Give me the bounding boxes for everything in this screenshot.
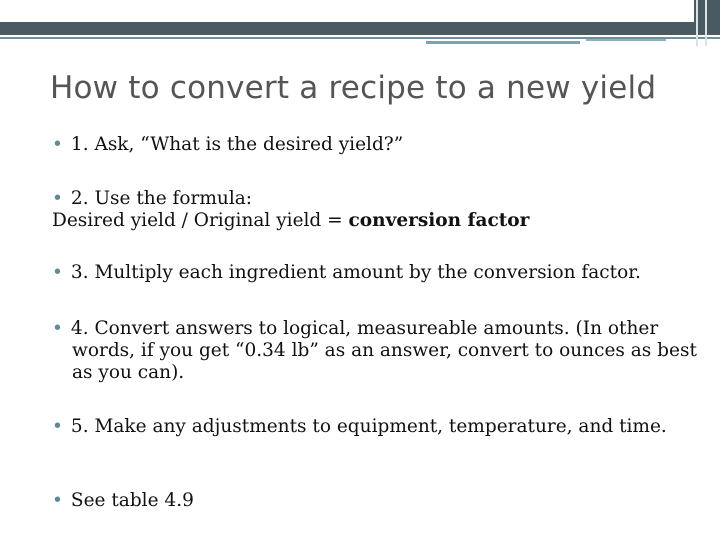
bullet-text: 5. Make any adjustments to equipment, temperature, and time.	[70, 416, 667, 437]
bullet-text: 3. Multiply each ingredient amount by the conversion factor.	[70, 262, 641, 283]
formula-text: Desired yield / Original yield =	[52, 210, 349, 231]
bullet-item-4	[52, 318, 712, 384]
header-band-divider-2	[705, 0, 707, 46]
bullet-marker: •	[52, 318, 63, 339]
bullet-text: 2. Use the formula:	[70, 188, 253, 209]
bullet-item-3	[52, 262, 641, 284]
slide-title: How to convert a recipe to a new yield	[50, 70, 657, 106]
formula-line	[52, 210, 529, 232]
bullet-marker: •	[52, 490, 63, 511]
bullet-marker: •	[52, 188, 63, 209]
bullet-item-1	[52, 134, 403, 156]
bullet-text: 1. Ask, “What is the desired yield?”	[70, 134, 404, 155]
bullet-item-2	[52, 188, 529, 232]
header-band-accent	[426, 41, 580, 44]
bullet-marker: •	[52, 134, 63, 155]
header-band-accent-2	[586, 39, 666, 41]
bullet-marker: •	[52, 262, 63, 283]
bullet-item-5	[52, 416, 712, 438]
header-band-divider	[696, 0, 698, 46]
bullet-marker: •	[52, 416, 63, 437]
header-band-bar	[0, 22, 720, 35]
bullet-text: See table 4.9	[70, 490, 194, 511]
formula-result: conversion factor	[348, 210, 530, 231]
bullet-text: 4. Convert answers to logical, measureable amounts. (In other words, if you get “0.34 lb” as an answer, convert to ounces as best as you can).	[70, 318, 697, 383]
bullet-item-6	[52, 490, 194, 512]
